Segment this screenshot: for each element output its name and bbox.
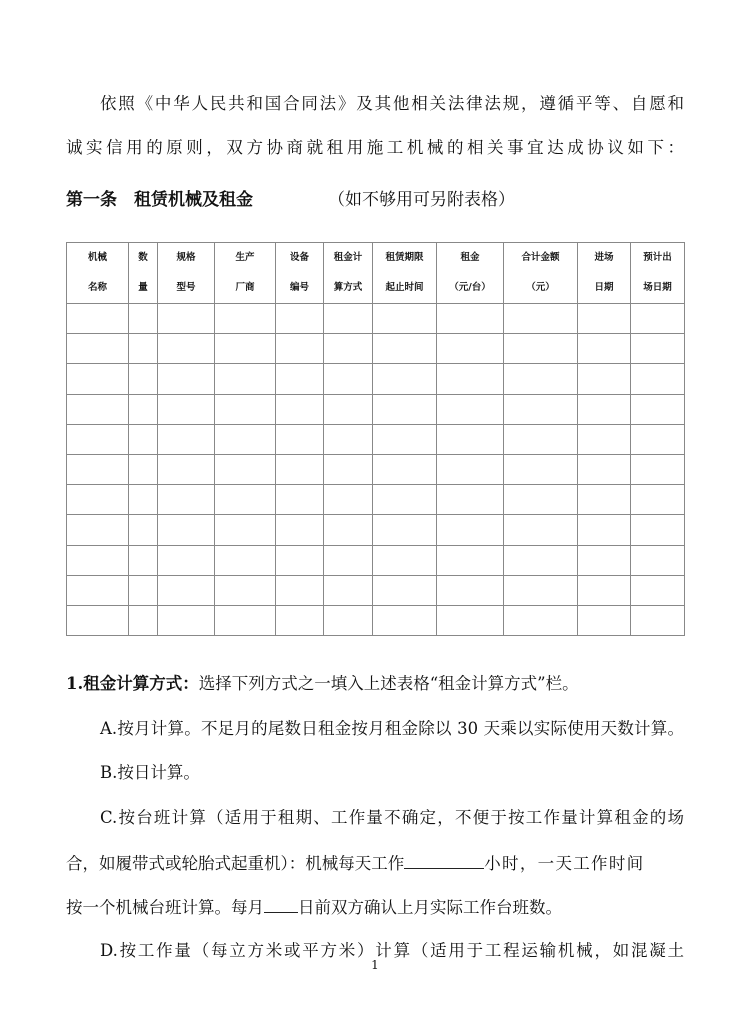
table-cell[interactable] [324, 545, 373, 575]
table-cell[interactable] [215, 454, 276, 484]
column-header-line: 数 [138, 252, 148, 263]
table-cell[interactable] [129, 394, 158, 424]
table-cell[interactable] [437, 485, 504, 515]
table-cell[interactable] [631, 485, 685, 515]
article-heading [66, 190, 684, 210]
table-cell[interactable] [373, 364, 437, 394]
option-c-line-3 [66, 896, 684, 918]
table-cell[interactable] [276, 424, 324, 454]
table-cell[interactable] [578, 454, 631, 484]
table-cell[interactable] [129, 515, 158, 545]
table-cell[interactable] [158, 424, 215, 454]
table-cell[interactable] [437, 545, 504, 575]
table-cell[interactable] [158, 334, 215, 364]
column-header [276, 243, 324, 304]
option-c-text-b: 小时，一天工作时间 [484, 854, 645, 873]
table-cell[interactable] [631, 515, 685, 545]
table-cell[interactable] [67, 575, 129, 605]
table-cell[interactable] [578, 424, 631, 454]
table-cell[interactable] [67, 394, 129, 424]
table-cell[interactable] [373, 304, 437, 334]
table-cell[interactable] [129, 605, 158, 635]
table-cell[interactable] [67, 485, 129, 515]
column-header-line: （元/台） [449, 282, 491, 293]
table-cell[interactable] [215, 394, 276, 424]
column-header-line: （元） [526, 282, 555, 293]
table-row [67, 605, 685, 635]
table-cell[interactable] [324, 334, 373, 364]
column-header-line: 规格 [176, 252, 196, 263]
column-header-line: 场日期 [643, 282, 672, 293]
table-cell[interactable] [129, 424, 158, 454]
table-cell[interactable] [324, 394, 373, 424]
table-cell[interactable] [437, 424, 504, 454]
column-header-line: 租金 [460, 252, 480, 263]
table-cell[interactable] [437, 605, 504, 635]
table-cell[interactable] [158, 394, 215, 424]
table-cell[interactable] [578, 515, 631, 545]
table-row [67, 364, 685, 394]
table-cell[interactable] [373, 334, 437, 364]
table-cell[interactable] [215, 515, 276, 545]
table-cell[interactable] [578, 394, 631, 424]
table-cell[interactable] [215, 334, 276, 364]
table-cell[interactable] [324, 424, 373, 454]
column-header-line: 预计出 [643, 252, 672, 263]
table-cell[interactable] [324, 485, 373, 515]
table-cell[interactable] [504, 304, 578, 334]
article-title: 第一条 租赁机械及租金 [66, 190, 253, 210]
table-cell[interactable] [437, 304, 504, 334]
column-header [215, 243, 276, 304]
table-cell[interactable] [276, 605, 324, 635]
option-b: B.按日计算。 [100, 763, 200, 782]
table-cell[interactable] [158, 364, 215, 394]
table-cell[interactable] [437, 454, 504, 484]
page-number: 1 [371, 958, 379, 972]
table-cell[interactable] [276, 545, 324, 575]
table-cell[interactable] [158, 485, 215, 515]
column-header-line: 起止时间 [385, 282, 424, 293]
column-header-line: 厂商 [235, 282, 255, 293]
table-cell[interactable] [373, 545, 437, 575]
table-cell[interactable] [129, 334, 158, 364]
table-cell[interactable] [215, 605, 276, 635]
table-cell[interactable] [215, 304, 276, 334]
table-cell[interactable] [631, 364, 685, 394]
table-cell[interactable] [67, 454, 129, 484]
hours-blank[interactable] [404, 852, 484, 869]
table-cell[interactable] [578, 485, 631, 515]
table-cell[interactable] [324, 304, 373, 334]
column-header [67, 243, 129, 304]
column-header [158, 243, 215, 304]
column-header-line: 租赁期限 [385, 252, 424, 263]
table-cell[interactable] [504, 394, 578, 424]
table-cell[interactable] [631, 545, 685, 575]
table-cell[interactable] [504, 334, 578, 364]
table-cell[interactable] [373, 454, 437, 484]
table-cell[interactable] [67, 545, 129, 575]
table-cell[interactable] [215, 545, 276, 575]
table-cell[interactable] [324, 515, 373, 545]
rental-table [66, 242, 685, 636]
table-cell[interactable] [631, 394, 685, 424]
calc-title-label: 1.租金计算方式： [66, 674, 199, 693]
table-cell[interactable] [437, 394, 504, 424]
table-cell[interactable] [578, 605, 631, 635]
table-row [67, 575, 685, 605]
table-cell[interactable] [324, 454, 373, 484]
table-cell[interactable] [373, 394, 437, 424]
article-note: （如不够用可另附表格） [328, 190, 515, 210]
column-header [129, 243, 158, 304]
table-row [67, 334, 685, 364]
intro-line-1: 依照《中华人民共和国合同法》及其他相关法律法规，遵循平等、自愿和 [100, 94, 684, 113]
table-cell[interactable] [158, 515, 215, 545]
column-header [373, 243, 437, 304]
table-cell[interactable] [437, 515, 504, 545]
calc-title [66, 674, 684, 694]
table-cell[interactable] [324, 575, 373, 605]
table-row [67, 424, 685, 454]
option-a: A.按月计算。不足月的尾数日租金按月租金除以 30 天乘以实际使用天数计算。 [100, 719, 684, 738]
table-cell[interactable] [67, 424, 129, 454]
option-c-text-d: 日前双方确认上月实际工作台班数。 [298, 898, 562, 917]
intro-line-2: 诚实信用的原则，双方协商就租用施工机械的相关事宜达成协议如下： [66, 138, 684, 157]
column-header-line: 型号 [176, 282, 196, 293]
table-cell[interactable] [631, 334, 685, 364]
table-row [67, 454, 685, 484]
table-header-row [67, 243, 685, 304]
table-row [67, 545, 685, 575]
column-header [578, 243, 631, 304]
table-cell[interactable] [276, 575, 324, 605]
table-cell[interactable] [373, 485, 437, 515]
column-header [504, 243, 578, 304]
column-header-line: 租金计 [333, 252, 363, 263]
table-cell[interactable] [373, 575, 437, 605]
table-cell[interactable] [158, 304, 215, 334]
table-cell[interactable] [215, 575, 276, 605]
table-cell[interactable] [276, 394, 324, 424]
table-cell[interactable] [67, 605, 129, 635]
table-cell[interactable] [437, 364, 504, 394]
table-cell[interactable] [129, 304, 158, 334]
table-cell[interactable] [504, 545, 578, 575]
table-cell[interactable] [276, 515, 324, 545]
table-cell[interactable] [324, 364, 373, 394]
column-header-line: 日期 [594, 282, 614, 293]
table-cell[interactable] [504, 515, 578, 545]
column-header-line: 设备 [289, 252, 309, 263]
table-cell[interactable] [67, 515, 129, 545]
table-cell[interactable] [276, 454, 324, 484]
table-row [67, 485, 685, 515]
table-cell[interactable] [631, 454, 685, 484]
table-cell[interactable] [276, 485, 324, 515]
table-row [67, 515, 685, 545]
table-cell[interactable] [129, 485, 158, 515]
table-cell[interactable] [373, 424, 437, 454]
table-row [67, 394, 685, 424]
table-cell[interactable] [276, 334, 324, 364]
table-cell[interactable] [504, 424, 578, 454]
column-header-line: 机械 [87, 252, 107, 263]
day-blank[interactable] [264, 896, 298, 913]
table-cell[interactable] [158, 605, 215, 635]
table-cell[interactable] [504, 575, 578, 605]
table-cell[interactable] [504, 364, 578, 394]
column-header-line: 算方式 [333, 282, 363, 293]
table-cell[interactable] [373, 605, 437, 635]
option-c-text-a: 合，如履带式或轮胎式起重机）：机械每天工作 [66, 854, 405, 873]
table-cell[interactable] [67, 334, 129, 364]
table-cell[interactable] [215, 424, 276, 454]
table-cell[interactable] [578, 364, 631, 394]
table-cell[interactable] [504, 485, 578, 515]
table-cell[interactable] [578, 334, 631, 364]
table-cell[interactable] [578, 545, 631, 575]
table-cell[interactable] [129, 545, 158, 575]
column-header-line: 进场 [594, 252, 614, 263]
option-c-line-2 [66, 852, 684, 874]
column-header-line: 编号 [289, 282, 309, 293]
table-cell[interactable] [578, 304, 631, 334]
table-cell[interactable] [276, 304, 324, 334]
table-cell[interactable] [276, 364, 324, 394]
table-row [67, 304, 685, 334]
table-cell[interactable] [437, 575, 504, 605]
column-header [437, 243, 504, 304]
table-cell[interactable] [631, 424, 685, 454]
table-cell[interactable] [578, 575, 631, 605]
table-cell[interactable] [129, 454, 158, 484]
calc-title-text: 选择下列方式之一填入上述表格“租金计算方式”栏。 [198, 674, 579, 693]
column-header-line: 名称 [87, 282, 107, 293]
column-header [324, 243, 373, 304]
column-header-line: 量 [138, 282, 148, 293]
option-c-text-c: 按一个机械台班计算。每月 [66, 898, 264, 917]
table-cell[interactable] [437, 334, 504, 364]
table-cell[interactable] [158, 575, 215, 605]
table-cell[interactable] [129, 575, 158, 605]
table-cell[interactable] [215, 364, 276, 394]
table-cell[interactable] [158, 454, 215, 484]
table-cell[interactable] [504, 605, 578, 635]
column-header-line: 合计金额 [521, 252, 560, 263]
column-header [631, 243, 685, 304]
table-cell[interactable] [631, 304, 685, 334]
table-cell[interactable] [67, 304, 129, 334]
table-cell[interactable] [158, 545, 215, 575]
table-cell[interactable] [373, 515, 437, 545]
table-cell[interactable] [631, 605, 685, 635]
table-cell[interactable] [324, 605, 373, 635]
table-cell[interactable] [129, 364, 158, 394]
column-header-line: 生产 [235, 252, 255, 263]
table-cell[interactable] [215, 485, 276, 515]
table-cell[interactable] [631, 575, 685, 605]
option-d: D.按工作量（每立方米或平方米）计算（适用于工程运输机械，如混凝土 [100, 941, 684, 960]
table-cell[interactable] [504, 454, 578, 484]
option-c-line-1: C.按台班计算（适用于租期、工作量不确定，不便于按工作量计算租金的场 [100, 808, 684, 827]
table-cell[interactable] [67, 364, 129, 394]
